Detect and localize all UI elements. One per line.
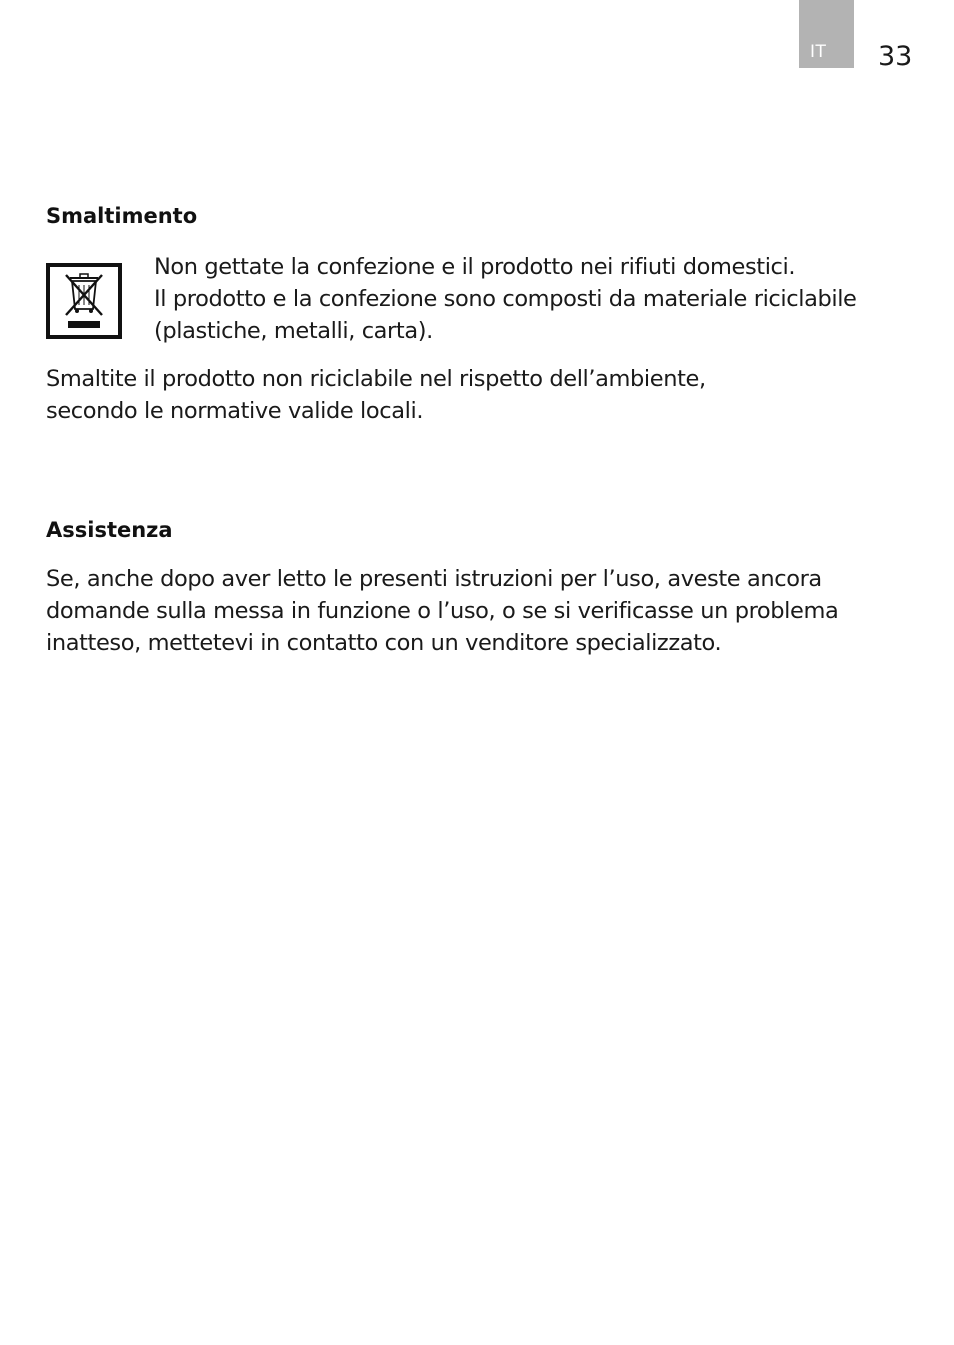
service-body [46,563,838,659]
disposal-intro [154,251,857,347]
page-number: 33 [878,41,913,72]
language-tab-label: IT [810,42,827,62]
text-line: Il prodotto e la confezione sono composti da materiale riciclabile [154,286,857,312]
language-tab [799,0,854,68]
text-line: secondo le normative valide locali. [46,398,424,424]
text-line: domande sulla messa in funzione o l’uso, o se si verificasse un problema [46,598,839,624]
text-line: Se, anche dopo aver letto le presenti istruzioni per l’uso, aveste ancora [46,566,822,592]
text-line: Non gettate la confezione e il prodotto nei rifiuti domestici. [154,254,796,280]
service-heading: Assistenza [46,518,173,542]
disposal-heading: Smaltimento [46,204,198,228]
disposal-body [46,363,706,427]
weee-crossed-bin-icon [46,263,122,339]
text-line: inatteso, mettetevi in contatto con un venditore specializzato. [46,630,722,656]
text-line: Smaltite il prodotto non riciclabile nel rispetto dell’ambiente, [46,366,706,392]
text-line: (plastiche, metalli, carta). [154,318,433,344]
